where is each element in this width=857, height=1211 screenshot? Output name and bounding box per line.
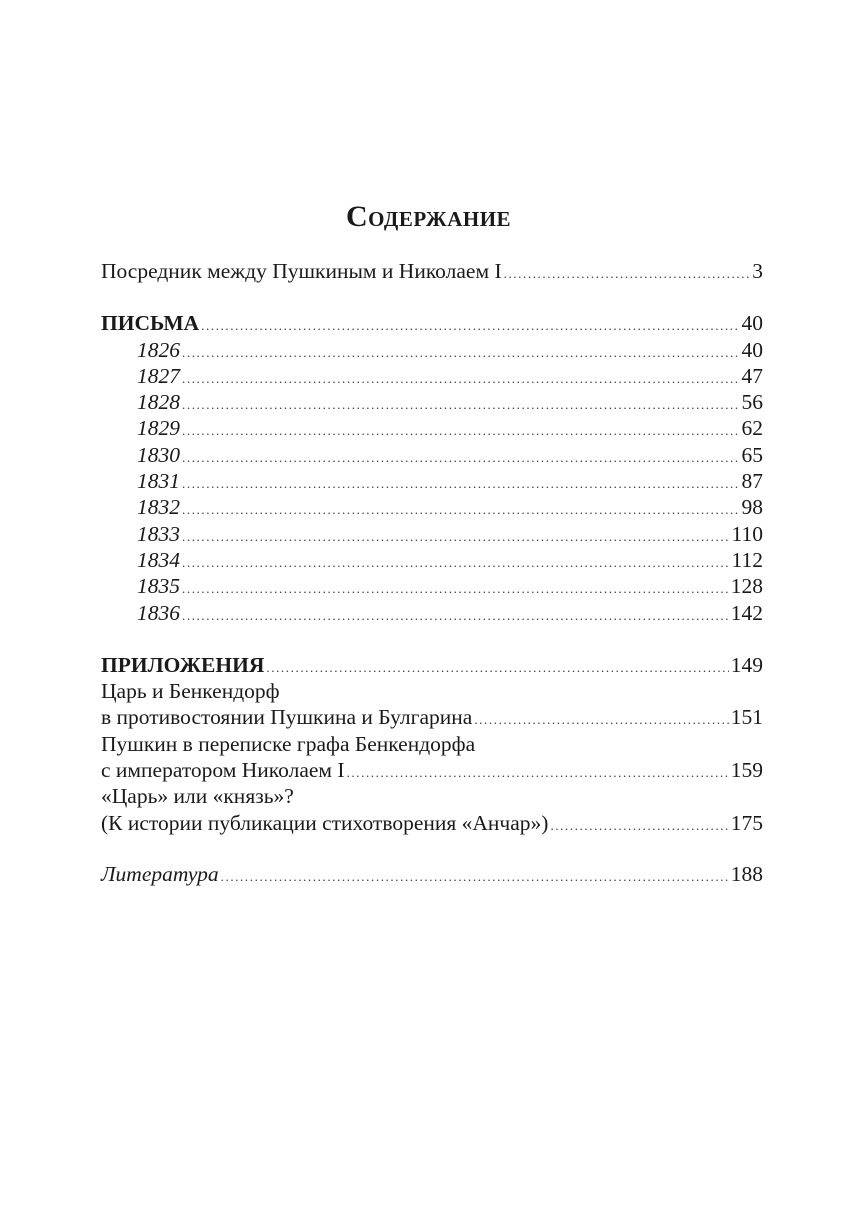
toc-entry-label: Литература [101,861,219,886]
toc-entry-appendix[interactable] [101,704,763,730]
toc-entry-label: (К истории публикации стихотворения «Анчар») [101,810,549,835]
dot-leader [182,524,730,550]
toc-page-number: 159 [730,758,763,783]
toc-year-label: 1828 [137,390,180,415]
toc-entry-line[interactable]: Царь и Бенкендорф [101,679,280,704]
toc-entry-year[interactable] [101,600,763,626]
dot-leader [182,603,729,629]
dot-leader [182,576,729,602]
toc-section-label: ПРИЛОЖЕНИЯ [101,652,265,677]
toc-entry-year[interactable] [101,468,763,494]
dot-leader [182,471,740,497]
toc-entry-year[interactable] [101,363,763,389]
toc-section-label: ПИСЬМА [101,311,200,336]
toc-entry-year[interactable] [101,337,763,363]
toc-year-label: 1827 [137,363,180,388]
toc-entry-intro[interactable] [101,258,763,284]
toc-entry-label: в противостоянии Пушкина и Булгарина [101,705,473,730]
dot-leader [474,707,728,733]
toc-page-number: 128 [730,574,763,599]
toc-entry-year[interactable] [101,547,763,573]
toc-page-number: 98 [741,495,763,520]
dot-leader [221,864,729,890]
dot-leader [182,418,740,444]
dot-leader [347,760,729,786]
toc-section-appendix[interactable] [101,652,763,678]
toc-page-number: 56 [741,390,763,415]
toc-page-number: 47 [741,363,763,388]
dot-leader [182,497,740,523]
dot-leader [182,392,740,418]
dot-leader [182,445,740,471]
toc-page-number: 65 [741,442,763,467]
toc-entry-line[interactable]: Пушкин в переписке графа Бенкендорфа [101,731,476,756]
toc-entry-year[interactable] [101,573,763,599]
dot-leader [182,550,730,576]
toc-page-number: 62 [741,416,763,441]
toc-year-label: 1836 [137,600,180,625]
toc-entry-literature[interactable] [101,861,763,887]
toc-year-label: 1829 [137,416,180,441]
toc-entry-year[interactable] [101,442,763,468]
toc-page-number: 149 [730,652,763,677]
toc-entry-year[interactable] [101,494,763,520]
toc-year-label: 1831 [137,469,180,494]
toc-page-number: 40 [741,311,763,336]
toc-entry-year[interactable] [101,389,763,415]
toc-entry-year[interactable] [101,521,763,547]
toc-entry-line[interactable]: «Царь» или «князь»? [101,784,294,809]
toc-year-label: 1835 [137,574,180,599]
toc-page-number: 151 [730,705,763,730]
toc-section-letters[interactable] [101,310,763,336]
toc-year-label: 1832 [137,495,180,520]
toc-year-label: 1833 [137,521,180,546]
toc-year-label: 1830 [137,442,180,467]
toc-page-number: 142 [730,600,763,625]
dot-leader [201,313,739,339]
toc-page-number: 40 [741,337,763,362]
toc-year-label: 1826 [137,337,180,362]
toc-entry-appendix[interactable] [101,757,763,783]
toc-page-number: 175 [730,810,763,835]
toc-entry-label: с императором Николаем I [101,758,345,783]
table-of-contents [101,258,763,887]
dot-leader [266,655,728,681]
toc-page-number: 110 [731,521,763,546]
toc-entry-appendix[interactable] [101,810,763,836]
toc-year-label: 1834 [137,547,180,572]
toc-page-number: 3 [752,259,763,283]
dot-leader [504,261,751,287]
dot-leader [550,813,728,839]
dot-leader [182,366,740,392]
page-title: Содержание [345,200,512,233]
toc-entry-label: Посредник между Пушкиным и Николаем I [101,259,502,283]
toc-page-number: 188 [730,861,763,886]
toc-page-number: 112 [731,547,763,572]
dot-leader [182,340,740,366]
toc-entry-year[interactable] [101,415,763,441]
toc-page-number: 87 [741,469,763,494]
